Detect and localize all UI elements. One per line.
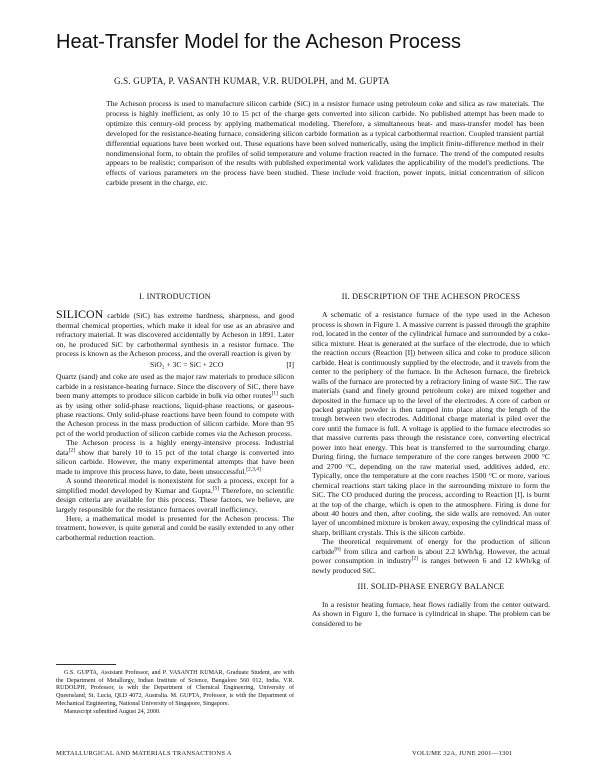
description-etc: etc. [539,461,550,471]
intro-p2-text-b: other routes [235,391,272,401]
reaction-equation [56,359,294,372]
drop-cap-word: SILICON [56,307,104,322]
intro-paragraph-1 [56,307,294,359]
intro-p2-text-d: the Acheson process. [228,428,293,438]
citation-ref: [5] [212,485,220,492]
description-paragraph-2 [312,537,550,575]
left-column [56,292,294,542]
citation-ref: [2] [411,555,419,562]
intro-paragraph-2 [56,372,294,438]
citation-ref: [2,3,4] [246,466,261,473]
abstract-etc: etc. [196,178,208,188]
intro-p3-text-a: The Acheson process is a highly energy-intensive process. Industrial data [56,438,294,457]
footnote-rule [56,664,116,665]
description-paragraph-1 [312,310,550,537]
intro-p2-text-c: such as by using other solid-phase reactions, liquid-phase reactions, or gaseous-phase reactions. Only solid-phase reactions have been found to compete with the Acheson process in the mass production of silicon carbide. More than 95 pct of the world production of silicon carbide comes [56,391,294,438]
intro-p4-text-b: Therefore, no scientific design criteria are available for this process. These factors, we believe, are largely responsible for the resistance furnaces overall inefficiency. [56,485,294,514]
intro-paragraph-1-text: carbide (SiC) has extreme hardness, sharpness, and good thermal chemical properties, which make it ideal for use as an abrasive and refractory material. It was discovered accidentally by Acheson in 1891. Later on, he produced SiC by carbothermal synthesis in a resistor furnace. The process is known as the Acheson process, and the overall reaction is given by [56,311,294,359]
intro-p2-via: via [223,391,234,401]
citation-ref: [6] [334,546,341,553]
section-heading-description: II. DESCRIPTION OF THE ACHESON PROCESS [341,292,521,301]
right-column [312,292,550,628]
author-list: G.S. GUPTA, P. VASANTH KUMAR, V.R. RUDOLPH, and M. GUPTA [114,76,390,86]
intro-paragraph-4 [56,476,294,514]
intro-p4-text-a: A sound theoretical model is nonexistent for such a process, except for a simplified model developed by Kumar and Gupta. [56,476,294,495]
author-affiliations: G.S. GUPTA, Assistant Professor, and P. VASANTH KUMAR, Graduate Student, are with the Department of Metallurgy, Indian Institute of Science, Bangalore 560 012, India. V.R. RUDOLPH, Professor, is with the Department of Chemical Engineering, University of Queensland, St. Lucia, QLD 4072, Australia. M. GUPTA, Professor, is with the Department of Mechanical Engineering, National University of Singapore, Singapore. [56,670,294,707]
intro-paragraph-3 [56,438,294,476]
abstract-text: The Acheson process is used to manufacture silicon carbide (SiC) in a resistor furnace using petroleum coke and silica as raw materials. The process is highly inefficient, as only 10 to 15 pct of the charge gets converted into silicon carbide. No published attempt has been made to optimize this century-old process by applying mathematical modeling. Therefore, a simultaneous heat- and mass-transfer model has been developed for the resistance-heating furnace, considering silicon carbide formation as a typical carbothermal reaction. Coupled transient partial differential equations have been worked out. These equations have been solved numerically, using the implicit finite-difference method in their nondimensional form, to obtain the profiles of solid temperature and volume fraction reacted in the furnace. The trend of the computed results appears to be realistic; comparison of the results with published experimental work validates the applicability of the model's predictions. The effects of various parameters on the process have been studied. These include void fraction, power inputs, initial concentration of silicon carbide present in the charge, [106,99,544,188]
paper-title: Heat-Transfer Model for the Acheson Process [56,31,461,53]
footnote [56,670,294,716]
equation-text: SiO₂ + 3C = SiC + 2CO [150,359,224,369]
description-p1-text-b: Typically, once the temperature at the core reaches 1500 °C or more, various chemical reactions start taking place in the surrounding mixture to form the SiC. The CO produced during the process, according to Reaction [I], is burnt at the top of the charge, which is open to the atmosphere. Firing is done for about 40 hours and then, after cooling, the side walls are removed. An outer layer of uncombined mixture is broken away, exposing the cylindrical mass of sharp, brilliant crystals. This is the silicon carbide. [312,471,550,537]
intro-p3-text-b: show that barely 10 to 15 pct of the total charge is converted into silicon carbide. However, the many experimental attempts that have been made to improve this process have, to date, been unsuccessful. [56,447,294,476]
intro-p2-text-a: Quartz (sand) and coke are used as the major raw materials to produce silicon carbide in a resistance-heating furnace. Since the discovery of SiC, there have been many attempts to produce silicon carbide in bulk [56,372,294,401]
description-p2-text-b: from silica and carbon is about 2.2 kWh/kg. However, the actual power consumption in industry [312,546,550,566]
description-p1-text-a: A schematic of a resistance furnace of the type used in the Acheson process is shown in Figure 1. A massive current is passed through the graphite rod, located in the center of the cylindrical furnace and surrounded by a coke-silica mixture. Heat is generated at the surface of the electrode, due to which the reaction occurs (Reaction [I]) between silica and coke to produce silicon carbide. Heat is continuously supplied by the electrode, and it travels from the center to the periphery of the furnace. In the Acheson furnace, the firebrick walls of the furnace are protected by a refractory lining of waste SiC. The raw materials (sand and finely ground petroleum coke) are mixed together and deposited in the furnace up to the level of the electrodes. A core of carbon or packed graphite powder is then tamped into place along the length of the trough between two electrodes. Additional charge material is piled over the core until the furnace is full. A voltage is applied to the furnace electrodes so that massive currents pass through the resistance core, converting electrical power into heat energy. This heat is transferred to the surrounding charge. During firing, the furnace temperature of the core ranges between 2000 °C and 2700 °C, depending on the raw material used, additives added, [312,310,550,471]
intro-paragraph-5: Here, a mathematical model is presented for the Acheson process. The treatment, however, is quite general and could be easily extended to any other carbothermal reduction reaction. [56,513,294,542]
description-p2-text-c: is ranges between 6 and 12 kWh/kg of newly produced SiC. [312,556,551,575]
abstract [106,99,544,188]
volume-page-footer: VOLUME 32A, JUNE 2001—1301 [412,750,513,757]
intro-p2-via-2: via [216,428,227,438]
section-heading-energy-balance: III. SOLID-PHASE ENERGY BALANCE [357,582,505,592]
manuscript-submitted: Manuscript submitted August 24, 2000. [64,708,161,715]
energy-paragraph-1: In a resistor heating furnace, heat flows radially from the center outward. As shown in Figure 1, the furnace is cylindrical in shape. The problem can be considered to be [312,599,550,628]
equation-number: [I] [286,359,294,369]
section-heading-introduction: I. INTRODUCTION [139,292,211,301]
citation-ref: [1] [271,390,278,397]
description-p2-text-a: The theoretical requirement of energy for the production of silicon carbide [312,537,550,556]
journal-footer: METALLURGICAL AND MATERIALS TRANSACTIONS A [56,750,232,757]
citation-ref: [2] [68,447,76,454]
